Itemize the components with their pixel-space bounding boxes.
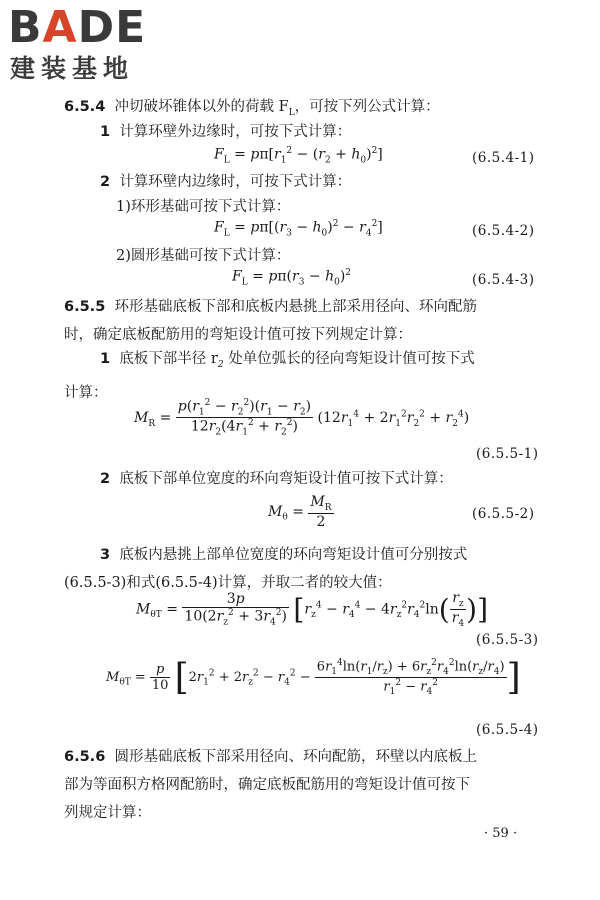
item-1-outer-edge: 1 计算环壁外边缘时，可按下式计算：	[100, 124, 352, 140]
formula-6-5-5-3: $M_{\theta T}$ = $\frac{3p}{10(2r_z^2 + 3r_4^2)}$ [$r_z^4 - r_4^4 - 4r_z^2r_4^2\ln$( $\frac{r_z}{r_4}$ )]	[136, 590, 489, 629]
eq-number-6-5-4-3: (6.5.4-3)	[472, 272, 535, 288]
eq-number-6-5-4-1: (6.5.4-1)	[472, 150, 535, 166]
eq-number-6-5-4-2: (6.5.4-2)	[472, 223, 535, 239]
publisher-logo	[8, 4, 178, 88]
logo-chinese: 建装基地	[10, 54, 135, 83]
item-2-inner-edge: 2 计算环壁内边缘时，可按下式计算：	[100, 174, 352, 190]
section-6-5-5-text: 6.5.5 环形基础底板下部和底板内悬挑上部采用径向、环向配筋 时，确定底板配筋用的弯矩设计值可按下列规定计算：	[64, 299, 478, 343]
eq-number-6-5-5-3: (6.5.5-3)	[476, 632, 539, 648]
page-number: · 59 ·	[484, 826, 518, 841]
formula-6-5-4-2: $F_L = p\pi[(r_3 - h_0)^2 - r_4^2]$	[214, 219, 383, 239]
item-1-radial-moment: 1 底板下部半径 $r_2$ 处单位弧长的径向弯矩设计值可按下式 计算：	[64, 351, 475, 401]
eq-number-6-5-5-4: (6.5.5-4)	[476, 722, 539, 738]
section-6-5-6-text: 6.5.6 圆形基础底板下部采用径向、环向配筋，环壁以内底板上 部为等面积方格网配筋时，确定底板配筋用的弯矩设计值可按下 列规定计算：	[64, 749, 478, 821]
item-2-hoop-moment: 2 底板下部单位宽度的环向弯矩设计值可按下式计算：	[100, 471, 453, 487]
logo-wordmark: BADE	[8, 2, 147, 53]
formula-6-5-4-1: $F_L = p\pi[r_1^2 - (r_2 + h_0)^2]$	[214, 146, 383, 166]
sub-item-circular-foundation: 2)圆形基础可按下式计算：	[116, 248, 291, 264]
formula-6-5-4-3: $F_L = p\pi(r_3 - h_0)^2$	[232, 268, 352, 288]
section-6-5-4-heading: 6.5.4 冲切破坏锥体以外的荷载 $F_L$，可按下列公式计算：	[64, 99, 440, 118]
item-3-cantilever-moment: 3 底板内悬挑上部单位宽度的环向弯矩设计值可分别按式 (6.5.5-3)和式(6.5.5-4)计算，并取二者的较大值：	[64, 547, 468, 591]
eq-number-6-5-5-1: (6.5.5-1)	[476, 446, 539, 462]
formula-6-5-5-2: $M_\theta$ = $\frac{M_R}{2}$	[268, 494, 332, 530]
formula-6-5-5-1: $M_R$ = $\frac{p(r_1^2 - r_2^2)(r_1 - r_2)}{12r_2(4r_1^2 + r_2^2)}$ $(12r_1^4 + 2r_1^2r_2^2 + r_2^4)$	[134, 398, 470, 438]
sub-item-ring-foundation: 1)环形基础可按下式计算：	[116, 199, 291, 215]
formula-6-5-5-4: $M_{\theta T}$ = $\frac{p}{10}$ [$2r_1^2 + 2r_z^2 - r_4^2$ − $\frac{6r_1^4\ln(r_1/r_z) + 6r_z^2r_4^2\ln(r_z/r_4)}{r_1^2 - r_4^2}$ ]	[106, 657, 521, 698]
eq-number-6-5-5-2: (6.5.5-2)	[472, 506, 535, 522]
